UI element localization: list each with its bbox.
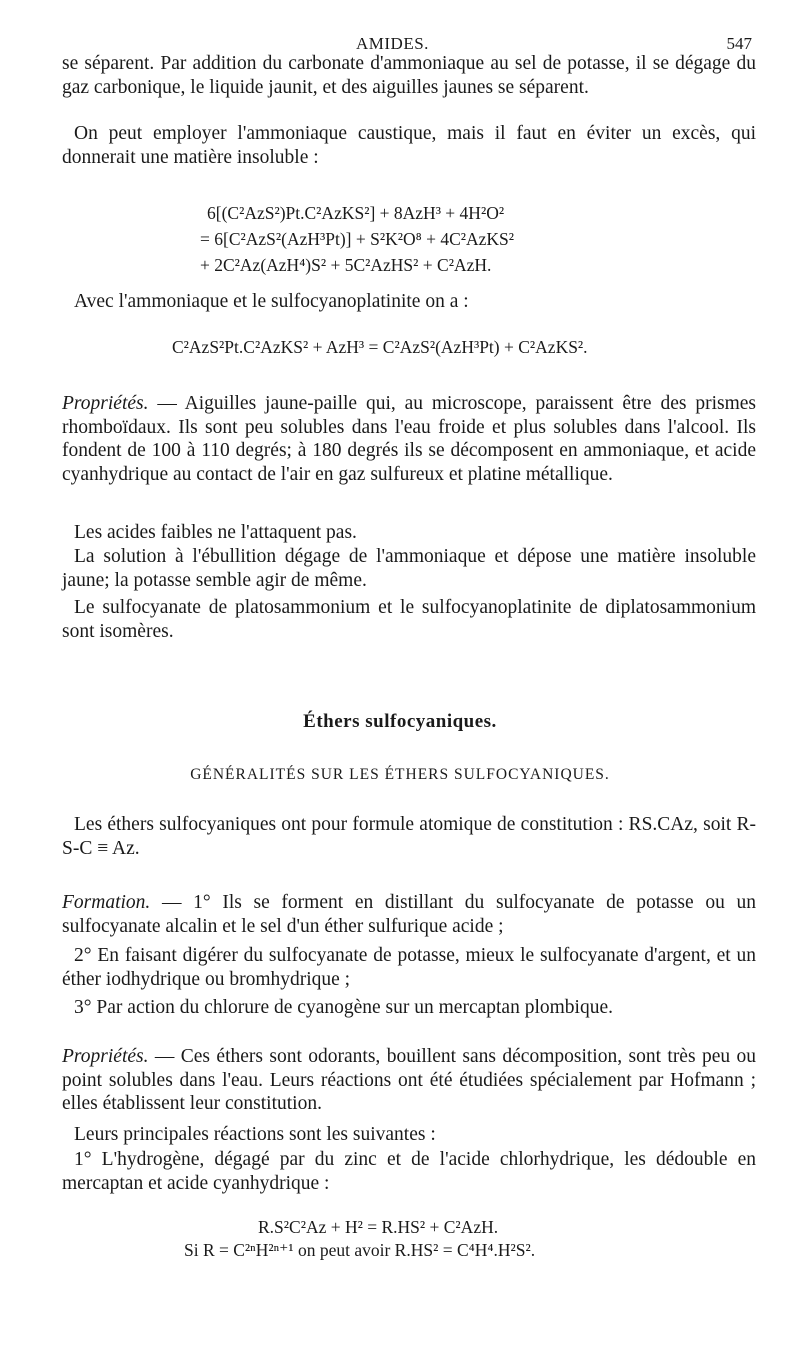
running-title: AMIDES. (356, 34, 429, 53)
subsection-title: GÉNÉRALITÉS SUR LES ÉTHERS SULFOCYANIQUES. (190, 766, 610, 783)
formation-item-3: 3° Par action du chlorure de cyanogène sur un mercaptan plombique. (74, 997, 613, 1018)
properties-label-2: Propriétés. (62, 1046, 149, 1067)
equation-2: C²AzS²Pt.C²AzKS² + AzH³ = C²AzS²(AzH³Pt) + C²AzKS². (172, 337, 588, 357)
properties-paragraph-1 (62, 392, 756, 486)
paragraph-5: La solution à l'ébullition dégage de l'ammoniaque et dépose une matière insoluble jaune; la potasse semble agir de même. (62, 546, 756, 591)
formation-label: Formation. (62, 892, 151, 913)
paragraph-6: Le sulfocyanate de platosammonium et le sulfocyanoplatinite de diplatosammonium sont isomères. (62, 597, 756, 642)
paragraph-8: Leurs principales réactions sont les suivantes : (74, 1124, 436, 1145)
formation-item-2: 2° En faisant digérer du sulfocyanate de potasse, mieux le sulfocyanate d'argent, et un éther iodhydrique ou bromhydrique ; (62, 945, 756, 990)
paragraph-7: Les éthers sulfocyaniques ont pour formule atomique de constitution : RS.CAz, soit R-S-C ≡ Az. (62, 814, 756, 859)
properties-text-2: — Ces éthers sont odorants, bouillent sans décomposition, sont très peu ou point solubles dans l'eau. Leurs réactions ont été étudiées spécialement par Hofmann ; elles établissent leur constitution. (62, 1046, 756, 1114)
properties-paragraph-2 (62, 1045, 756, 1116)
paragraph-9: 1° L'hydrogène, dégagé par du zinc et de l'acide chlorhydrique, les dédouble en mercaptan et acide cyanhydrique : (62, 1149, 756, 1194)
equation-1-line-2: = 6[C²AzS²(AzH³Pt)] + S²K²O⁸ + 4C²AzKS² (200, 229, 515, 249)
formation-text: — 1° Ils se forment en distillant du sulfocyanate de potasse ou un sulfocyanate alcalin et le sel d'un éther sulfurique acide ; (62, 892, 756, 937)
paragraph-1: se séparent. Par addition du carbonate d'ammoniaque au sel de potasse, il se dégage du gaz carbonique, le liquide jaunit, et des aiguilles jaunes se séparent. (62, 53, 756, 98)
equation-4: Si R = C²ⁿH²ⁿ⁺¹ on peut avoir R.HS² = C⁴H⁴.H²S². (184, 1240, 536, 1260)
paragraph-2: On peut employer l'ammoniaque caustique, mais il faut en éviter un excès, qui donnerait une matière insoluble : (62, 123, 756, 168)
formation-paragraph (62, 891, 756, 938)
section-title: Éthers sulfocyaniques. (303, 711, 497, 732)
paragraph-4: Les acides faibles ne l'attaquent pas. (74, 522, 357, 543)
properties-label-1: Propriétés. (62, 393, 149, 414)
equation-1-line-3: + 2C²Az(AzH⁴)S² + 5C²AzHS² + C²AzH. (200, 255, 492, 275)
properties-text-1: — Aiguilles jaune-paille qui, au microscope, paraissent être des prismes rhomboïdaux. Ils sont peu solubles dans l'eau froide et plus solubles dans l'alcool. Ils fondent de 100 à 110 degrés; à 180 degrés ils se décomposent en ammoniaque, et acide cyanhydrique au contact de l'air en gaz sulfureux et platine métallique. (62, 393, 756, 485)
equation-1-line-1: 6[(C²AzS²)Pt.C²AzKS²] + 8AzH³ + 4H²O² (207, 203, 505, 223)
paragraph-3: Avec l'ammoniaque et le sulfocyanoplatinite on a : (74, 291, 469, 312)
equation-3: R.S²C²Az + H² = R.HS² + C²AzH. (258, 1217, 499, 1237)
page-number: 547 (726, 34, 752, 53)
